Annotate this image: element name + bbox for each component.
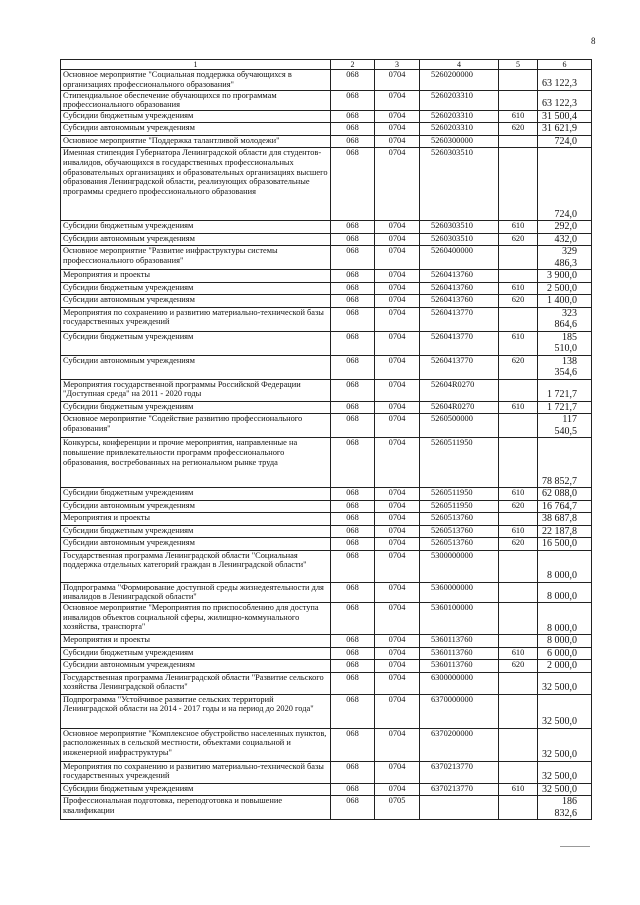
row-amount: 32 500,0: [538, 728, 592, 761]
row-target-code: 5360000000: [420, 582, 499, 602]
row-name: Основное мероприятие "Содействие развитию профессионального образования": [61, 414, 331, 438]
row-amount: 32 500,0: [538, 694, 592, 728]
row-section-code: 0704: [375, 331, 420, 355]
table-row: [61, 488, 592, 501]
row-name: Субсидии бюджетным учреждениям: [61, 488, 331, 501]
row-name: Именная стипендия Губернатора Ленинградской области для студентов-инвалидов, обучающихся в государственных профессиональных образовательных организациях и образовательных организациях высшего образования Ленинградской области, реализующих образовательные программы среднего профессионального образования: [61, 148, 331, 221]
row-ministry-code: 068: [331, 401, 375, 414]
header-row: [61, 60, 592, 70]
table-row: [61, 401, 592, 414]
row-ministry-code: 068: [331, 331, 375, 355]
row-section-code: 0704: [375, 647, 420, 660]
header-col-1: 1: [61, 60, 331, 70]
row-expense-type: [499, 582, 538, 602]
row-name: Субсидии автономным учреждениям: [61, 355, 331, 379]
row-target-code: 5260203310: [420, 123, 499, 136]
row-target-code: 6370000000: [420, 694, 499, 728]
row-name: Основное мероприятие "Социальная поддержка обучающихся в организациях профессионального образования": [61, 70, 331, 90]
row-ministry-code: 068: [331, 550, 375, 582]
row-name: Государственная программа Ленинградской области "Развитие сельского хозяйства Ленинградской области": [61, 672, 331, 694]
table-row: [61, 438, 592, 488]
row-target-code: 5260303510: [420, 233, 499, 246]
row-amount: 2 500,0: [538, 282, 592, 295]
row-expense-type: [499, 694, 538, 728]
row-expense-type: [499, 550, 538, 582]
row-ministry-code: 068: [331, 295, 375, 308]
table-row: [61, 123, 592, 136]
row-expense-type: [499, 379, 538, 401]
table-row: [61, 660, 592, 673]
row-section-code: 0704: [375, 783, 420, 796]
header-col-6: 6: [538, 60, 592, 70]
row-amount: 1 721,7: [538, 379, 592, 401]
row-section-code: 0704: [375, 728, 420, 761]
row-section-code: 0704: [375, 635, 420, 648]
row-amount: 3 900,0: [538, 270, 592, 283]
row-name: Субсидии бюджетным учреждениям: [61, 525, 331, 538]
row-name: Субсидии автономным учреждениям: [61, 660, 331, 673]
row-name: Подпрограмма "Устойчивое развитие сельских территорий Ленинградской области на 2014 - 2017 годы и на период до 2020 года": [61, 694, 331, 728]
row-section-code: 0705: [375, 796, 420, 820]
row-name: Профессиональная подготовка, переподготовка и повышение квалификации: [61, 796, 331, 820]
row-section-code: 0704: [375, 110, 420, 123]
row-ministry-code: 068: [331, 796, 375, 820]
row-ministry-code: 068: [331, 221, 375, 234]
row-target-code: 5260300000: [420, 135, 499, 148]
row-target-code: 52604R0270: [420, 401, 499, 414]
header-col-2: 2: [331, 60, 375, 70]
table-row: [61, 295, 592, 308]
row-target-code: 5260303510: [420, 148, 499, 221]
row-section-code: 0704: [375, 438, 420, 488]
row-amount: 432,0: [538, 233, 592, 246]
budget-table: [60, 59, 592, 820]
row-section-code: 0704: [375, 270, 420, 283]
row-expense-type: 620: [499, 123, 538, 136]
row-target-code: [420, 796, 499, 820]
row-target-code: 5260413770: [420, 307, 499, 331]
row-target-code: 5260303510: [420, 221, 499, 234]
table-row: [61, 233, 592, 246]
row-section-code: 0704: [375, 379, 420, 401]
row-section-code: 0704: [375, 525, 420, 538]
row-target-code: 5360113760: [420, 647, 499, 660]
row-section-code: 0704: [375, 148, 420, 221]
row-amount: 32 500,0: [538, 783, 592, 796]
table-row: [61, 728, 592, 761]
row-target-code: 5260203310: [420, 90, 499, 110]
row-expense-type: [499, 728, 538, 761]
row-expense-type: [499, 90, 538, 110]
row-amount: 329 486,3: [538, 246, 592, 270]
row-amount: 292,0: [538, 221, 592, 234]
row-amount: 31 621,9: [538, 123, 592, 136]
row-section-code: 0704: [375, 603, 420, 635]
row-ministry-code: 068: [331, 379, 375, 401]
row-section-code: 0704: [375, 295, 420, 308]
table-row: [61, 246, 592, 270]
table-row: [61, 635, 592, 648]
row-ministry-code: 068: [331, 110, 375, 123]
row-expense-type: [499, 246, 538, 270]
table-row: [61, 796, 592, 820]
row-section-code: 0704: [375, 246, 420, 270]
footer-mark: [560, 846, 590, 847]
row-amount: 32 500,0: [538, 672, 592, 694]
row-ministry-code: 068: [331, 438, 375, 488]
row-ministry-code: 068: [331, 513, 375, 526]
row-name: Конкурсы, конференции и прочие мероприятия, направленные на повышение привлекательности программ профессионального образования, востребованных на региональном рынке труда: [61, 438, 331, 488]
row-target-code: 5260513760: [420, 538, 499, 551]
row-expense-type: 610: [499, 110, 538, 123]
row-expense-type: 610: [499, 331, 538, 355]
row-target-code: 52604R0270: [420, 379, 499, 401]
row-expense-type: [499, 70, 538, 90]
row-amount: 323 864,6: [538, 307, 592, 331]
table-row: [61, 135, 592, 148]
table-row: [61, 513, 592, 526]
row-section-code: 0704: [375, 307, 420, 331]
row-expense-type: [499, 135, 538, 148]
row-name: Мероприятия государственной программы Российской Федерации "Доступная среда" на 2011 - 2020 годы: [61, 379, 331, 401]
row-name: Субсидии автономным учреждениям: [61, 233, 331, 246]
row-ministry-code: 068: [331, 783, 375, 796]
row-ministry-code: 068: [331, 135, 375, 148]
row-section-code: 0704: [375, 90, 420, 110]
table-row: [61, 582, 592, 602]
row-ministry-code: 068: [331, 694, 375, 728]
row-name: Стипендиальное обеспечение обучающихся по программам профессионального образования: [61, 90, 331, 110]
row-ministry-code: 068: [331, 414, 375, 438]
row-name: Субсидии бюджетным учреждениям: [61, 221, 331, 234]
row-target-code: 5260513760: [420, 525, 499, 538]
row-amount: 78 852,7: [538, 438, 592, 488]
row-amount: 16 500,0: [538, 538, 592, 551]
row-name: Подпрограмма "Формирование доступной среды жизнедеятельности для инвалидов в Ленинградской области": [61, 582, 331, 602]
table-row: [61, 70, 592, 90]
row-amount: 16 764,7: [538, 500, 592, 513]
header-col-4: 4: [420, 60, 499, 70]
table-row: [61, 550, 592, 582]
row-target-code: 5260511950: [420, 488, 499, 501]
row-amount: 62 088,0: [538, 488, 592, 501]
row-expense-type: 610: [499, 221, 538, 234]
row-name: Мероприятия и проекты: [61, 513, 331, 526]
row-ministry-code: 068: [331, 70, 375, 90]
row-ministry-code: 068: [331, 148, 375, 221]
table-row: [61, 672, 592, 694]
row-section-code: 0704: [375, 582, 420, 602]
row-expense-type: 620: [499, 500, 538, 513]
row-expense-type: [499, 796, 538, 820]
row-target-code: 5360113760: [420, 635, 499, 648]
row-expense-type: 620: [499, 295, 538, 308]
table-row: [61, 538, 592, 551]
row-expense-type: 620: [499, 660, 538, 673]
row-ministry-code: 068: [331, 90, 375, 110]
row-name: Основное мероприятие "Мероприятия по приспособлению для доступа инвалидов объектов социальной сферы, жилищно-коммунального хозяйства, транспорта": [61, 603, 331, 635]
table-row: [61, 694, 592, 728]
row-ministry-code: 068: [331, 270, 375, 283]
row-section-code: 0704: [375, 401, 420, 414]
row-name: Субсидии бюджетным учреждениям: [61, 110, 331, 123]
row-target-code: 5360113760: [420, 660, 499, 673]
row-expense-type: 610: [499, 783, 538, 796]
row-amount: 186 832,6: [538, 796, 592, 820]
row-amount: 8 000,0: [538, 635, 592, 648]
row-ministry-code: 068: [331, 728, 375, 761]
row-section-code: 0704: [375, 761, 420, 783]
row-amount: 22 187,8: [538, 525, 592, 538]
table-row: [61, 270, 592, 283]
row-name: Субсидии автономным учреждениям: [61, 295, 331, 308]
row-name: Субсидии бюджетным учреждениям: [61, 647, 331, 660]
row-section-code: 0704: [375, 135, 420, 148]
table-row: [61, 110, 592, 123]
row-amount: 32 500,0: [538, 761, 592, 783]
row-name: Субсидии автономным учреждениям: [61, 538, 331, 551]
row-section-code: 0704: [375, 694, 420, 728]
row-section-code: 0704: [375, 355, 420, 379]
row-ministry-code: 068: [331, 233, 375, 246]
row-section-code: 0704: [375, 550, 420, 582]
table-row: [61, 90, 592, 110]
row-ministry-code: 068: [331, 246, 375, 270]
row-amount: 6 000,0: [538, 647, 592, 660]
row-expense-type: 610: [499, 282, 538, 295]
table-row: [61, 525, 592, 538]
row-expense-type: 620: [499, 233, 538, 246]
row-section-code: 0704: [375, 233, 420, 246]
row-target-code: 5260500000: [420, 414, 499, 438]
row-expense-type: [499, 414, 538, 438]
table-row: [61, 331, 592, 355]
row-expense-type: 620: [499, 538, 538, 551]
row-ministry-code: 068: [331, 603, 375, 635]
header-col-3: 3: [375, 60, 420, 70]
row-target-code: 5260400000: [420, 246, 499, 270]
row-amount: 8 000,0: [538, 603, 592, 635]
row-target-code: 5260200000: [420, 70, 499, 90]
row-ministry-code: 068: [331, 525, 375, 538]
row-expense-type: 620: [499, 355, 538, 379]
row-ministry-code: 068: [331, 761, 375, 783]
row-amount: 8 000,0: [538, 582, 592, 602]
row-amount: 63 122,3: [538, 70, 592, 90]
row-ministry-code: 068: [331, 500, 375, 513]
table-row: [61, 307, 592, 331]
row-amount: 8 000,0: [538, 550, 592, 582]
row-name: Основное мероприятие "Комплексное обустройство населенных пунктов, расположенных в сельской местности, объектами социальной и инженерной инфраструктуры": [61, 728, 331, 761]
row-target-code: 6370200000: [420, 728, 499, 761]
row-amount: 2 000,0: [538, 660, 592, 673]
row-expense-type: [499, 635, 538, 648]
row-amount: 138 354,6: [538, 355, 592, 379]
row-section-code: 0704: [375, 221, 420, 234]
row-target-code: 6370213770: [420, 783, 499, 796]
row-name: Субсидии автономным учреждениям: [61, 500, 331, 513]
row-target-code: 5260413770: [420, 355, 499, 379]
row-name: Основное мероприятие "Поддержка талантливой молодежи": [61, 135, 331, 148]
row-section-code: 0704: [375, 414, 420, 438]
table-row: [61, 761, 592, 783]
row-section-code: 0704: [375, 500, 420, 513]
table-row: [61, 282, 592, 295]
row-amount: 63 122,3: [538, 90, 592, 110]
row-name: Мероприятия и проекты: [61, 270, 331, 283]
row-target-code: 5260511950: [420, 438, 499, 488]
row-name: Мероприятия по сохранению и развитию материально-технической базы государственных учреждений: [61, 307, 331, 331]
row-name: Субсидии бюджетным учреждениям: [61, 282, 331, 295]
row-section-code: 0704: [375, 660, 420, 673]
row-name: Государственная программа Ленинградской области "Социальная поддержка отдельных категорий граждан в Ленинградской области": [61, 550, 331, 582]
row-expense-type: [499, 307, 538, 331]
row-amount: 31 500,4: [538, 110, 592, 123]
table-row: [61, 783, 592, 796]
row-target-code: 5260203310: [420, 110, 499, 123]
row-amount: 117 540,5: [538, 414, 592, 438]
row-ministry-code: 068: [331, 647, 375, 660]
table-row: [61, 379, 592, 401]
header-col-5: 5: [499, 60, 538, 70]
row-target-code: 5260413760: [420, 270, 499, 283]
row-target-code: 5360100000: [420, 603, 499, 635]
row-target-code: 5260413760: [420, 282, 499, 295]
row-section-code: 0704: [375, 538, 420, 551]
row-expense-type: [499, 270, 538, 283]
row-ministry-code: 068: [331, 538, 375, 551]
row-ministry-code: 068: [331, 355, 375, 379]
row-ministry-code: 068: [331, 660, 375, 673]
table-row: [61, 500, 592, 513]
row-section-code: 0704: [375, 513, 420, 526]
row-expense-type: 610: [499, 525, 538, 538]
row-amount: 724,0: [538, 148, 592, 221]
row-name: Мероприятия по сохранению и развитию материально-технической базы государственных учреждений: [61, 761, 331, 783]
row-expense-type: [499, 148, 538, 221]
row-section-code: 0704: [375, 672, 420, 694]
row-amount: 1 400,0: [538, 295, 592, 308]
row-target-code: 5260413770: [420, 331, 499, 355]
row-expense-type: [499, 513, 538, 526]
table-row: [61, 148, 592, 221]
row-name: Субсидии бюджетным учреждениям: [61, 331, 331, 355]
row-amount: 185 510,0: [538, 331, 592, 355]
table-row: [61, 221, 592, 234]
row-section-code: 0704: [375, 282, 420, 295]
row-expense-type: 610: [499, 647, 538, 660]
row-ministry-code: 068: [331, 672, 375, 694]
row-amount: 724,0: [538, 135, 592, 148]
row-section-code: 0704: [375, 70, 420, 90]
row-expense-type: 610: [499, 401, 538, 414]
row-expense-type: [499, 672, 538, 694]
table-row: [61, 603, 592, 635]
row-target-code: 5300000000: [420, 550, 499, 582]
row-name: Мероприятия и проекты: [61, 635, 331, 648]
row-expense-type: 610: [499, 488, 538, 501]
table-row: [61, 355, 592, 379]
row-ministry-code: 068: [331, 282, 375, 295]
row-expense-type: [499, 603, 538, 635]
row-expense-type: [499, 438, 538, 488]
row-ministry-code: 068: [331, 635, 375, 648]
row-ministry-code: 068: [331, 488, 375, 501]
row-name: Основное мероприятие "Развитие инфраструктуры системы профессионального образования": [61, 246, 331, 270]
row-ministry-code: 068: [331, 123, 375, 136]
row-expense-type: [499, 761, 538, 783]
row-target-code: 6300000000: [420, 672, 499, 694]
row-section-code: 0704: [375, 488, 420, 501]
row-name: Субсидии бюджетным учреждениям: [61, 783, 331, 796]
page-number: 8: [591, 36, 596, 46]
row-name: Субсидии бюджетным учреждениям: [61, 401, 331, 414]
table-row: [61, 414, 592, 438]
row-target-code: 5260413760: [420, 295, 499, 308]
row-section-code: 0704: [375, 123, 420, 136]
row-ministry-code: 068: [331, 582, 375, 602]
row-ministry-code: 068: [331, 307, 375, 331]
row-amount: 1 721,7: [538, 401, 592, 414]
row-target-code: 6370213770: [420, 761, 499, 783]
row-amount: 38 687,8: [538, 513, 592, 526]
row-target-code: 5260511950: [420, 500, 499, 513]
row-name: Субсидии автономным учреждениям: [61, 123, 331, 136]
table-row: [61, 647, 592, 660]
row-target-code: 5260513760: [420, 513, 499, 526]
